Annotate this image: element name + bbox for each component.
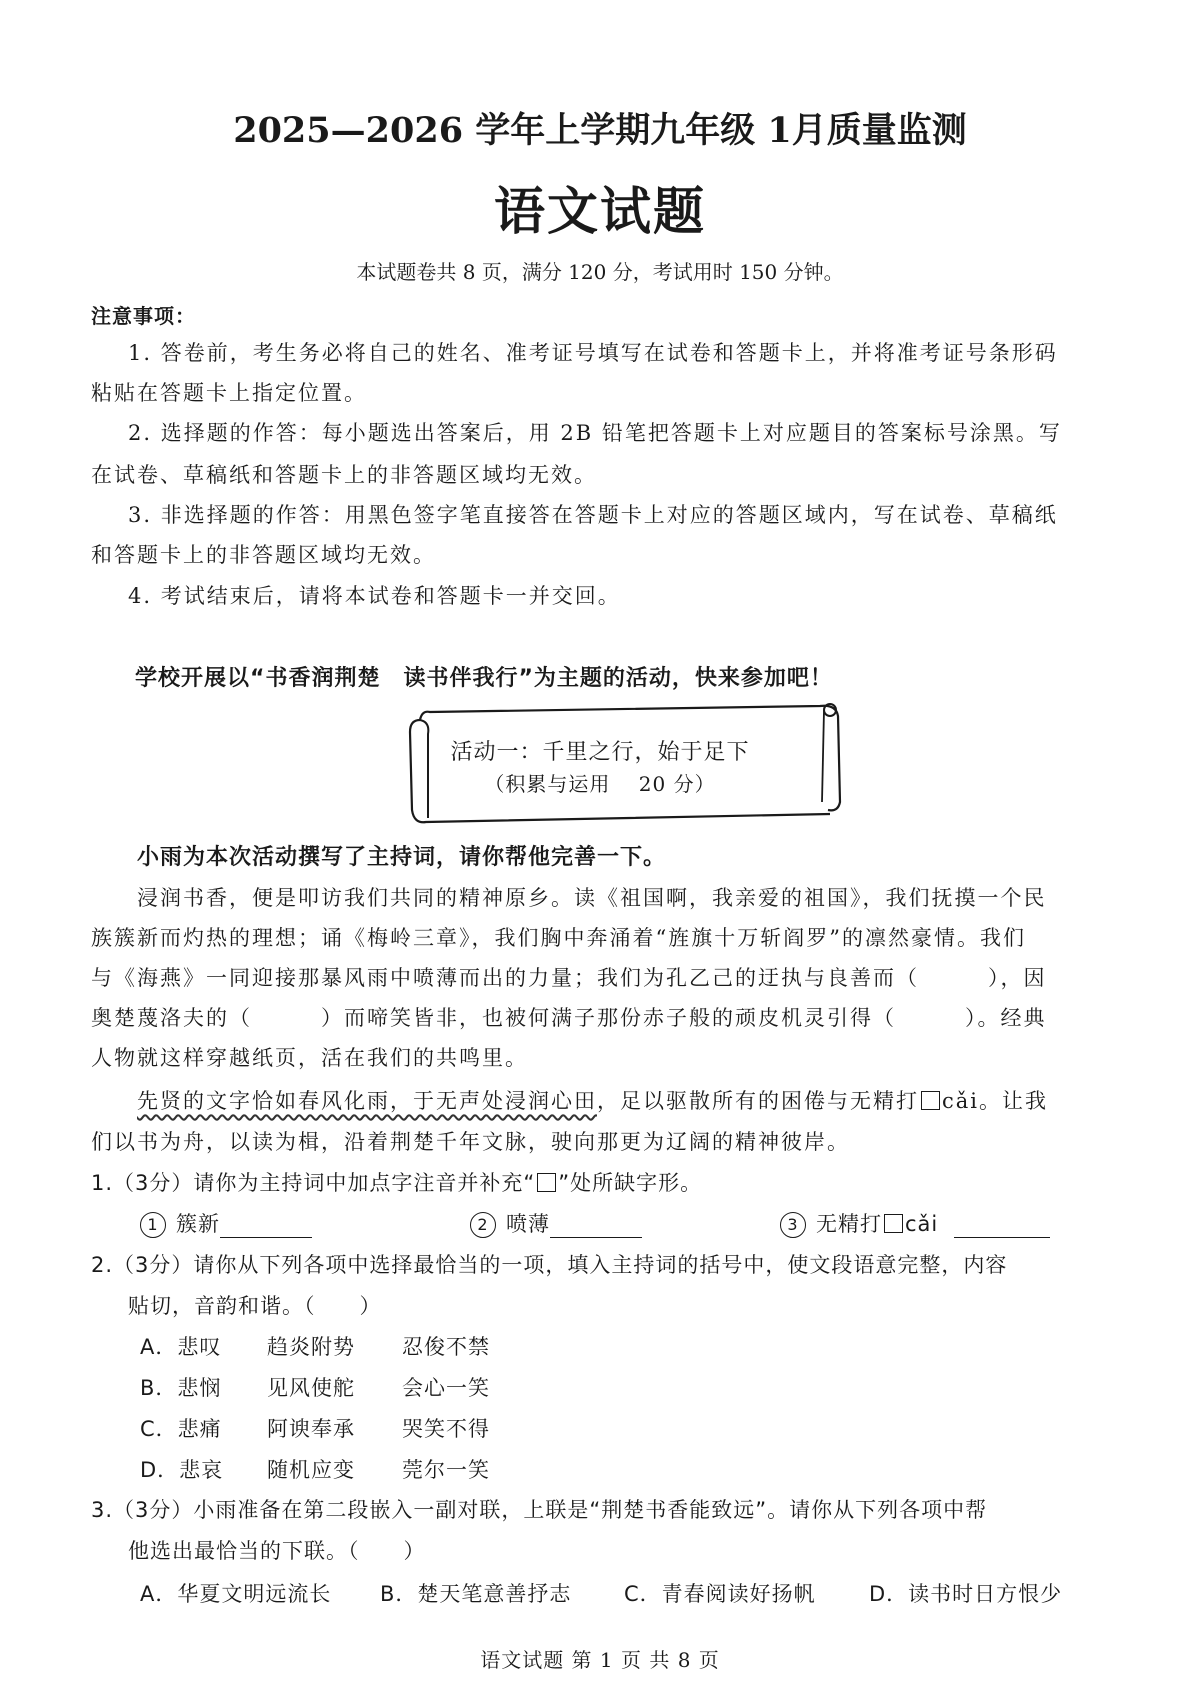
circled-number-3: 3 [780, 1212, 806, 1238]
q2-option-b-label: B．悲悯 [140, 1376, 222, 1400]
q2-option-c-word-2: 阿谀奉承 [267, 1417, 355, 1441]
circled-number-2: 2 [470, 1212, 496, 1238]
q2-option-a-word-3: 忍俊不禁 [402, 1335, 490, 1359]
notice-item-3-line-2: 和答题卡上的非答题区域均无效。 [91, 543, 436, 567]
q2-option-b[interactable] [140, 1372, 490, 1402]
blank-box-icon [537, 1173, 556, 1192]
q2-option-b-word-3: 会心一笑 [402, 1376, 490, 1400]
notice-item-4: 4. 考试结束后，请将本试卷和答题卡一并交回。 [128, 584, 621, 608]
q2-option-a-label: A．悲叹 [140, 1335, 222, 1359]
q2-option-b-word-2: 见风使舵 [267, 1376, 355, 1400]
q3-stem-line-2: 他选出最恰当的下联。（ ） [128, 1539, 426, 1563]
passage-p1-line-2: 族簇新而灼热的理想；诵《梅岭三章》，我们胸中奔涌着“旌旗十万斩阎罗”的凛然豪情。我们 [91, 926, 1026, 950]
passage-p2-line-1 [137, 1085, 1048, 1115]
subject-title: 语文试题 [493, 182, 706, 242]
q2-option-c-word-3: 哭笑不得 [402, 1417, 490, 1441]
notice-heading: 注意事项： [91, 304, 196, 328]
answer-blank-1[interactable] [220, 1217, 312, 1238]
q3-option-d[interactable]: D．读书时日方恨少 [869, 1582, 1063, 1606]
passage-p1-line-1: 浸润书香，便是叩访我们共同的精神原乡。读《祖国啊，我亲爱的祖国》，我们抚摸一个民 [137, 886, 1047, 910]
blank-box-icon [921, 1091, 940, 1110]
q3-option-c[interactable]: C．青春阅读好扬帆 [624, 1582, 816, 1606]
blank-box-icon [884, 1214, 903, 1233]
q1-option-2 [470, 1208, 642, 1238]
wavy-underlined-sentence: 先贤的文字恰如春风化雨，于无声处浸润心田 [137, 1089, 597, 1113]
q3-option-b[interactable]: B．楚天笔意善抒志 [380, 1582, 572, 1606]
passage-p1-line-3: 与《海燕》一同迎接那暴风雨中喷薄而出的力量；我们为孔乙己的迂执与良善而（ ），因 [91, 966, 1047, 990]
exam-title: 2025—2026 学年上学期九年级 1月质量监测 [233, 110, 967, 151]
q1-option-3-pinyin: cǎi [905, 1212, 939, 1236]
page-footer: 语文试题 第 1 页 共 8 页 [480, 1648, 720, 1672]
notice-item-2-line-2: 在试卷、草稿纸和答题卡上的非答题区域均无效。 [91, 463, 597, 487]
passage-p2-line-2: 们以书为舟，以读为楫，沿着荆楚千年文脉，驶向那更为辽阔的精神彼岸。 [91, 1130, 850, 1154]
notice-item-3-line-1: 3. 非选择题的作答：用黑色签字笔直接答在答题卡上对应的答题区域内，写在试卷、草稿纸 [128, 503, 1058, 527]
q2-stem-line-1: 2.（3分）请你从下列各项中选择最恰当的一项，填入主持词的括号中，使文段语意完整，内容 [91, 1253, 1008, 1277]
q2-option-a-word-2: 趋炎附势 [267, 1335, 355, 1359]
q2-option-d-word-2: 随机应变 [267, 1458, 355, 1482]
q1-option-1 [140, 1208, 312, 1238]
q2-option-d-word-3: 莞尔一笑 [402, 1458, 490, 1482]
q3-stem-line-1: 3.（3分）小雨准备在第二段嵌入一副对联，上联是“荆楚书香能致远”。请你从下列各项中帮 [91, 1498, 988, 1522]
q2-stem-line-2: 贴切，音韵和谐。（ ） [128, 1294, 382, 1318]
notice-item-2-line-1: 2. 选择题的作答：每小题选出答案后，用 2B 铅笔把答题卡上对应题目的答案标号涂黑。写 [128, 421, 1062, 445]
q1-option-1-word: 簇新 [176, 1212, 220, 1236]
q1-option-3-word: 无精打 [816, 1212, 882, 1236]
q2-option-a[interactable] [140, 1331, 490, 1361]
q3-options [140, 1578, 1062, 1608]
passage-p1-line-4: 奥楚蔑洛夫的（ ）而啼笑皆非，也被何满子那份赤子般的顽皮机灵引得（ ）。经典 [91, 1006, 1047, 1030]
passage-p2-text: ，足以驱散所有的困倦与无精打 [597, 1089, 919, 1113]
answer-blank-2[interactable] [550, 1217, 642, 1238]
scroll-subtitle: （积累与运用 20 分） [484, 772, 716, 796]
exam-info: 本试题卷共 8 页，满分 120 分，考试用时 150 分钟。 [356, 260, 844, 284]
q1-stem [91, 1167, 702, 1197]
passage-lead: 小雨为本次活动撰写了主持词，请你帮他完善一下。 [137, 845, 667, 870]
answer-blank-3[interactable] [954, 1217, 1050, 1238]
notice-item-1-line-1: 1. 答卷前，考生务必将自己的姓名、准考证号填写在试卷和答题卡上，并将准考证号条形码 [128, 341, 1058, 365]
activity-intro: 学校开展以“书香润荆楚 读书伴我行”为主题的活动，快来参加吧！ [135, 666, 833, 691]
notice-item-1-line-2: 粘贴在答题卡上指定位置。 [91, 381, 367, 405]
q1-option-3 [780, 1208, 1050, 1238]
q2-option-d-label: D．悲哀 [140, 1458, 224, 1482]
q3-option-a[interactable]: A．华夏文明远流长 [140, 1582, 332, 1606]
q1-stem-part-b: ”处所缺字形。 [558, 1171, 703, 1195]
q2-option-c[interactable] [140, 1413, 490, 1443]
q2-option-c-label: C．悲痛 [140, 1417, 222, 1441]
scroll-title: 活动一：千里之行，始于足下 [450, 740, 750, 765]
passage-p1-line-5: 人物就这样穿越纸页，活在我们的共鸣里。 [91, 1046, 528, 1070]
circled-number-1: 1 [140, 1212, 166, 1238]
q1-option-2-word: 喷薄 [506, 1212, 550, 1236]
q2-option-d[interactable] [140, 1454, 490, 1484]
pinyin-cai: cǎi。让我 [942, 1089, 1048, 1113]
q1-stem-part-a: 1.（3分）请你为主持词中加点字注音并补充“ [91, 1171, 536, 1195]
